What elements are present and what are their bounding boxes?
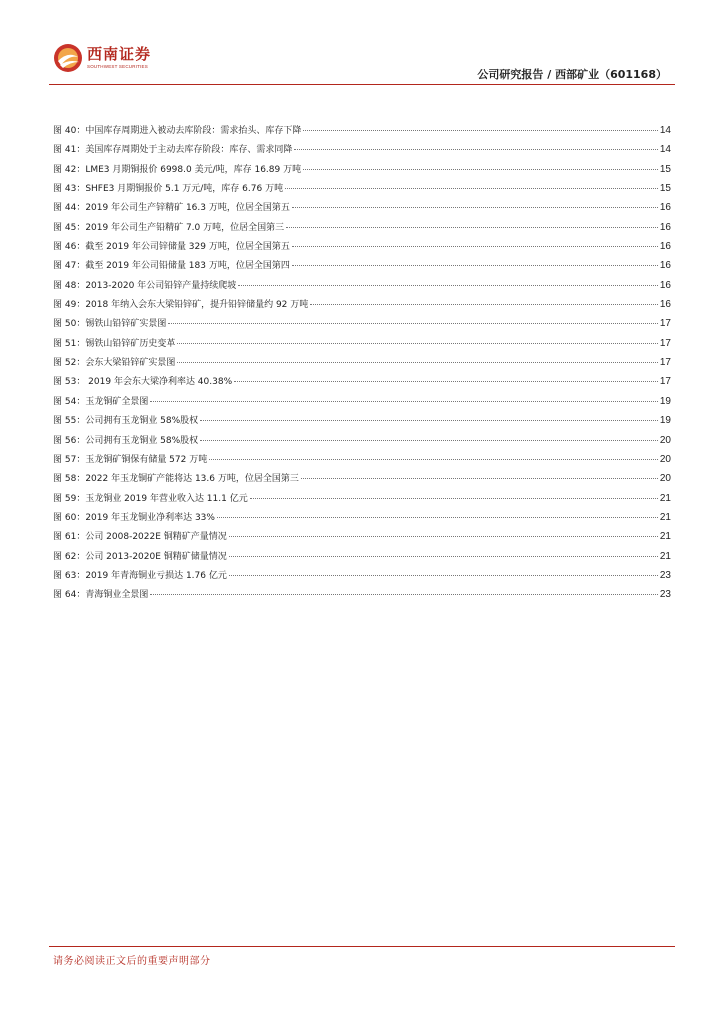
toc-entry[interactable]	[53, 316, 671, 335]
toc-dot-leader	[292, 246, 658, 247]
toc-dot-leader	[292, 207, 658, 208]
toc-entry[interactable]	[53, 181, 671, 200]
toc-entry-label: 图 54：玉龙铜矿全景图	[53, 396, 149, 407]
figure-index-list	[53, 123, 671, 607]
toc-dot-leader	[285, 188, 658, 189]
toc-entry-page: 20	[659, 434, 671, 446]
toc-entry[interactable]	[53, 278, 671, 297]
toc-entry-label: 图 40：中国库存周期进入被动去库阶段：需求抬头、库存下降	[53, 126, 302, 136]
toc-dot-leader	[286, 227, 658, 228]
toc-entry-page: 17	[659, 376, 671, 388]
toc-entry[interactable]	[53, 239, 671, 258]
toc-entry-label: 图 62：公司 2013-2020E 铜精矿储量情况	[53, 551, 227, 562]
toc-entry-label: 图 59：玉龙铜业 2019 年营业收入达 11.1 亿元	[53, 493, 248, 504]
toc-dot-leader	[150, 594, 658, 595]
toc-entry[interactable]	[53, 568, 671, 587]
toc-entry-label: 图 60：2019 年玉龙铜业净利率达 33%	[53, 512, 215, 523]
toc-entry-label: 图 41：美国库存周期处于主动去库存阶段：库存、需求同降	[53, 145, 293, 156]
toc-entry[interactable]	[53, 162, 671, 181]
toc-dot-leader	[303, 130, 658, 131]
toc-dot-leader	[209, 459, 658, 460]
toc-entry[interactable]	[53, 123, 671, 142]
toc-entry[interactable]	[53, 258, 671, 277]
toc-dot-leader	[229, 556, 658, 557]
toc-entry[interactable]	[53, 549, 671, 568]
toc-entry-label: 图 64：青海铜业全景图	[53, 590, 149, 601]
company-logo	[53, 42, 151, 74]
toc-dot-leader	[217, 517, 658, 518]
toc-entry[interactable]	[53, 200, 671, 219]
toc-dot-leader	[177, 362, 658, 363]
toc-entry-page: 17	[659, 337, 671, 349]
toc-entry-label: 图 44：2019 年公司生产锌精矿 16.3 万吨，位居全国第五	[53, 203, 290, 214]
page-header	[0, 0, 724, 90]
toc-entry-page: 20	[659, 453, 671, 465]
toc-entry-page: 16	[659, 279, 671, 291]
toc-entry-page: 21	[659, 531, 671, 543]
header-divider	[49, 84, 675, 85]
toc-entry[interactable]	[53, 491, 671, 510]
toc-entry[interactable]	[53, 510, 671, 529]
toc-dot-leader	[301, 478, 658, 479]
toc-entry[interactable]	[53, 394, 671, 413]
toc-dot-leader	[303, 169, 658, 170]
toc-entry-page: 16	[659, 299, 671, 311]
toc-dot-leader	[294, 149, 658, 150]
toc-entry[interactable]	[53, 587, 671, 606]
toc-dot-leader	[177, 343, 658, 344]
toc-entry-page: 14	[659, 144, 671, 156]
logo-chinese-text: 西南证券	[87, 45, 152, 63]
toc-dot-leader	[229, 575, 658, 576]
toc-entry-page: 16	[659, 202, 671, 214]
toc-entry[interactable]	[53, 374, 671, 393]
toc-entry[interactable]	[53, 471, 671, 490]
toc-entry-label: 图 52：会东大梁铅锌矿实景图	[53, 358, 176, 369]
toc-entry-label: 图 58：2022 年玉龙铜矿产能将达 13.6 万吨，位居全国第三	[53, 474, 299, 485]
toc-entry-label: 图 50：锡铁山铅锌矿实景图	[53, 319, 167, 330]
toc-entry[interactable]	[53, 355, 671, 374]
toc-entry-page: 21	[659, 550, 671, 562]
toc-entry-label: 图 43：SHFE3 月期铜报价 5.1 万元/吨，库存 6.76 万吨	[53, 184, 284, 195]
toc-dot-leader	[150, 401, 658, 402]
toc-dot-leader	[238, 285, 658, 286]
toc-dot-leader	[310, 304, 658, 305]
toc-entry-page: 14	[659, 125, 671, 136]
toc-entry-label: 图 49：2018 年纳入会东大梁铅锌矿，提升铅锌储量约 92 万吨	[53, 300, 309, 311]
toc-entry-page: 16	[659, 260, 671, 272]
toc-dot-leader	[168, 323, 658, 324]
toc-entry[interactable]	[53, 142, 671, 161]
toc-dot-leader	[200, 420, 658, 421]
toc-dot-leader	[250, 498, 658, 499]
logo-emblem-icon	[53, 43, 83, 73]
toc-entry-label: 图 47：截至 2019 年公司铅储量 183 万吨，位居全国第四	[53, 261, 290, 272]
toc-entry-label: 图 55：公司拥有玉龙铜业 58%股权	[53, 416, 199, 427]
toc-entry-page: 23	[659, 589, 671, 601]
toc-entry-label: 图 51：锡铁山铅锌矿历史变革	[53, 338, 176, 349]
toc-entry-label: 图 45：2019 年公司生产铅精矿 7.0 万吨，位居全国第三	[53, 222, 285, 233]
toc-dot-leader	[234, 381, 658, 382]
toc-entry-label: 图 42：LME3 月期铜报价 6998.0 美元/吨，库存 16.89 万吨	[53, 164, 302, 175]
toc-entry-label: 图 63：2019 年青海铜业亏损达 1.76 亿元	[53, 570, 227, 581]
toc-entry-page: 17	[659, 318, 671, 330]
toc-entry-label: 图 53： 2019 年会东大梁净利率达 40.38%	[53, 377, 233, 388]
toc-entry-page: 15	[659, 163, 671, 175]
toc-entry-page: 19	[659, 415, 671, 427]
report-title: 公司研究报告 / 西部矿业（601168）	[477, 68, 667, 81]
toc-entry-label: 图 48：2013-2020 年公司铅锌产量持续爬坡	[53, 280, 237, 291]
toc-entry-page: 16	[659, 241, 671, 253]
toc-entry[interactable]	[53, 413, 671, 432]
toc-entry-page: 17	[659, 357, 671, 369]
logo-english-text: SOUTHWEST SECURITIES	[87, 64, 148, 69]
toc-entry-page: 19	[659, 395, 671, 407]
toc-dot-leader	[200, 440, 658, 441]
toc-entry[interactable]	[53, 220, 671, 239]
toc-entry[interactable]	[53, 529, 671, 548]
toc-entry[interactable]	[53, 433, 671, 452]
toc-entry-page: 20	[659, 473, 671, 485]
toc-entry-page: 21	[659, 511, 671, 523]
toc-entry-page: 15	[659, 183, 671, 195]
toc-dot-leader	[229, 536, 658, 537]
toc-entry[interactable]	[53, 452, 671, 471]
footer-disclaimer: 请务必阅读正文后的重要声明部分	[53, 956, 211, 967]
toc-dot-leader	[292, 265, 658, 266]
toc-entry-label: 图 56：公司拥有玉龙铜业 58%股权	[53, 435, 199, 446]
toc-entry-label: 图 61：公司 2008-2022E 铜精矿产量情况	[53, 532, 227, 543]
toc-entry-page: 21	[659, 492, 671, 504]
footer-divider	[49, 946, 675, 947]
toc-entry-page: 23	[659, 569, 671, 581]
toc-entry[interactable]	[53, 336, 671, 355]
toc-entry-label: 图 46：截至 2019 年公司锌储量 329 万吨，位居全国第五	[53, 242, 290, 253]
toc-entry-page: 16	[659, 221, 671, 233]
toc-entry-label: 图 57：玉龙铜矿铜保有储量 572 万吨	[53, 454, 208, 465]
toc-entry[interactable]	[53, 297, 671, 316]
